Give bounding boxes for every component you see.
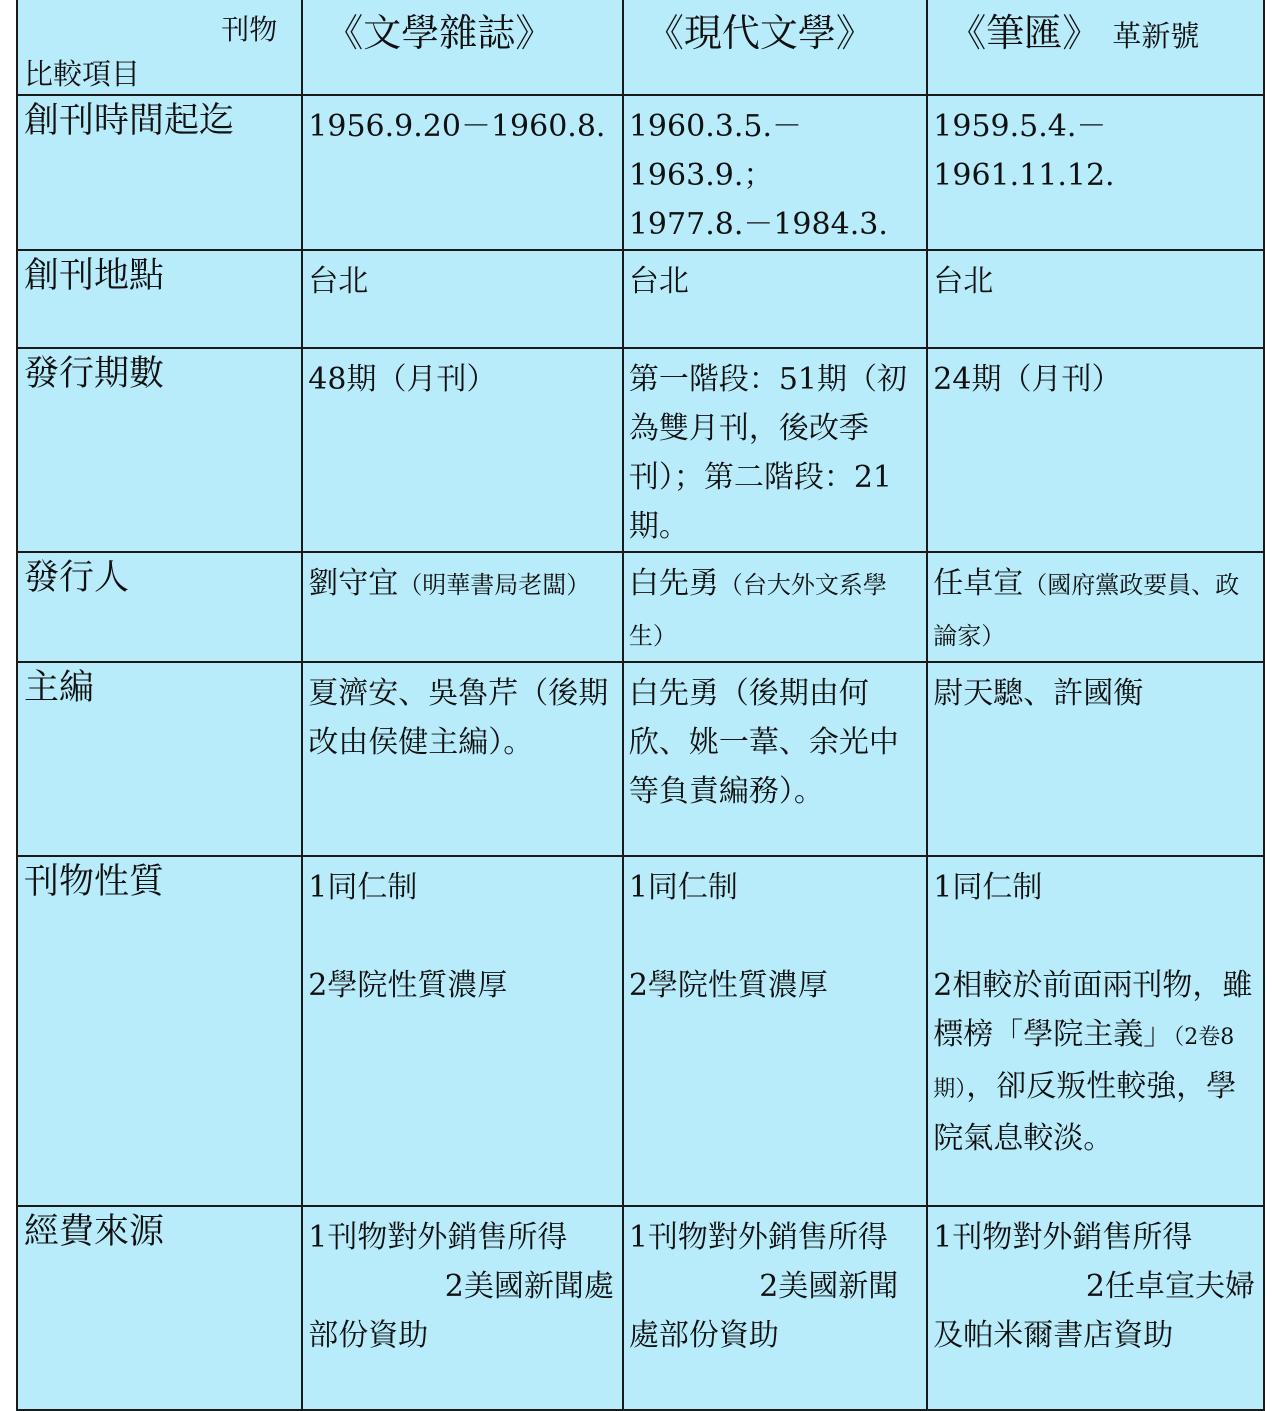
- funding-point-2-line1: 2美國新聞: [759, 1269, 899, 1304]
- cell-place-1: 台北: [308, 264, 369, 299]
- funding-point-2-line1: 2任卓宣夫婦: [1085, 1269, 1255, 1304]
- publisher-note: （明華書局老闆）: [398, 571, 591, 599]
- header-title: 《現代文學》: [645, 11, 874, 55]
- header-title: 《文學雜誌》: [325, 11, 554, 55]
- funding-point-2-line2: 及帕米爾書店資助: [933, 1318, 1174, 1353]
- funding-point-2-line2: 處部份資助: [628, 1318, 779, 1353]
- cell-nature-1: [303, 857, 622, 1010]
- publisher-note: （國府黨政要員、政論家）: [933, 571, 1240, 650]
- cell-publisher-1: [303, 553, 622, 610]
- header-bihui: [927, 0, 1264, 95]
- header-title: 《筆匯》: [948, 11, 1101, 55]
- nature-point-2: [933, 961, 1259, 1163]
- publisher-name: 劉守宜: [308, 566, 399, 601]
- header-modern-literature: [623, 0, 927, 95]
- corner-top-label: 刊物: [221, 13, 278, 46]
- nature-point-2-text-end: ，卻反叛性較強，學院氣息較淡。: [933, 1069, 1237, 1156]
- cell-dates-3: 1959.5.4.－1961.11.12.: [933, 109, 1115, 193]
- nature-point-1: 1同仁制: [628, 870, 738, 905]
- cell-editor-2: 白先勇（後期由何欣、姚一葦、余光中等負責編務）。: [628, 676, 899, 809]
- funding-point-1: 1刊物對外銷售所得: [628, 1220, 888, 1255]
- cell-funding-2: [624, 1207, 926, 1360]
- nature-point-1: 1同仁制: [933, 870, 1043, 905]
- cell-publisher-2: [624, 553, 926, 661]
- cell-funding-3: [928, 1207, 1263, 1360]
- header-literary-review: [302, 0, 623, 95]
- row-label: 發行人: [24, 558, 130, 598]
- row-place: [17, 250, 1264, 348]
- corner-cell: [17, 0, 302, 95]
- journal-comparison-table: [16, 0, 1265, 1411]
- row-dates: [17, 95, 1264, 250]
- row-publisher: [17, 552, 1264, 662]
- header-subtitle: 革新號: [1112, 19, 1200, 53]
- cell-dates-2: [624, 96, 926, 249]
- row-nature: [17, 856, 1264, 1206]
- header-row: [17, 0, 1264, 95]
- cell-issues-1: 48期（月刊）: [308, 362, 497, 397]
- cell-issues-2: 第一階段：51期（初為雙月刊，後改季刊）；第二階段：21期。: [628, 362, 908, 544]
- cell-nature-3: [928, 857, 1263, 1163]
- funding-point-1: 1刊物對外銷售所得: [308, 1220, 568, 1255]
- nature-point-2-note: （2卷8期）: [933, 1025, 1235, 1102]
- publisher-name: 任卓宣: [933, 566, 1024, 601]
- row-label: 經費來源: [24, 1212, 165, 1252]
- row-label: 創刊時間起迄: [24, 101, 235, 141]
- row-funding: [17, 1206, 1264, 1410]
- nature-point-2-text: 2相較於前面兩刊物，雖標榜「學院主義」: [933, 968, 1253, 1052]
- cell-dates-2-line2: 1977.8.－1984.3.: [628, 207, 888, 242]
- nature-point-1: 1同仁制: [308, 870, 418, 905]
- nature-point-2: 2學院性質濃厚: [308, 968, 508, 1003]
- cell-funding-1: [303, 1207, 622, 1360]
- row-label: 主編: [24, 668, 95, 708]
- funding-point-1: 1刊物對外銷售所得: [933, 1220, 1193, 1255]
- cell-issues-3: 24期（月刊）: [933, 362, 1122, 397]
- cell-place-3: 台北: [933, 264, 994, 299]
- cell-place-2: 台北: [628, 264, 689, 299]
- cell-publisher-3: [928, 553, 1263, 661]
- cell-dates-2-line1: 1960.3.5.－1963.9.；: [628, 109, 802, 193]
- nature-point-2: 2學院性質濃厚: [628, 968, 828, 1003]
- cell-dates-1: 1956.9.20－1960.8.: [308, 109, 606, 144]
- cell-nature-2: [624, 857, 926, 1010]
- cell-editor-1: 夏濟安、吳魯芹（後期改由侯健主編）。: [308, 676, 609, 760]
- funding-point-2-line1: 2美國新聞處: [444, 1269, 614, 1304]
- row-issues: [17, 348, 1264, 552]
- publisher-name: 白先勇: [628, 566, 719, 601]
- row-label: 創刊地點: [24, 256, 165, 296]
- funding-point-2-line2: 部份資助: [308, 1318, 429, 1353]
- row-label: 刊物性質: [24, 862, 165, 902]
- corner-bottom-label: 比較項目: [24, 57, 141, 91]
- cell-editor-3: 尉天驄、許國衡: [933, 676, 1144, 711]
- row-editor: [17, 662, 1264, 856]
- row-label: 發行期數: [24, 354, 165, 394]
- publisher-note: （台大外文系學生）: [628, 571, 887, 650]
